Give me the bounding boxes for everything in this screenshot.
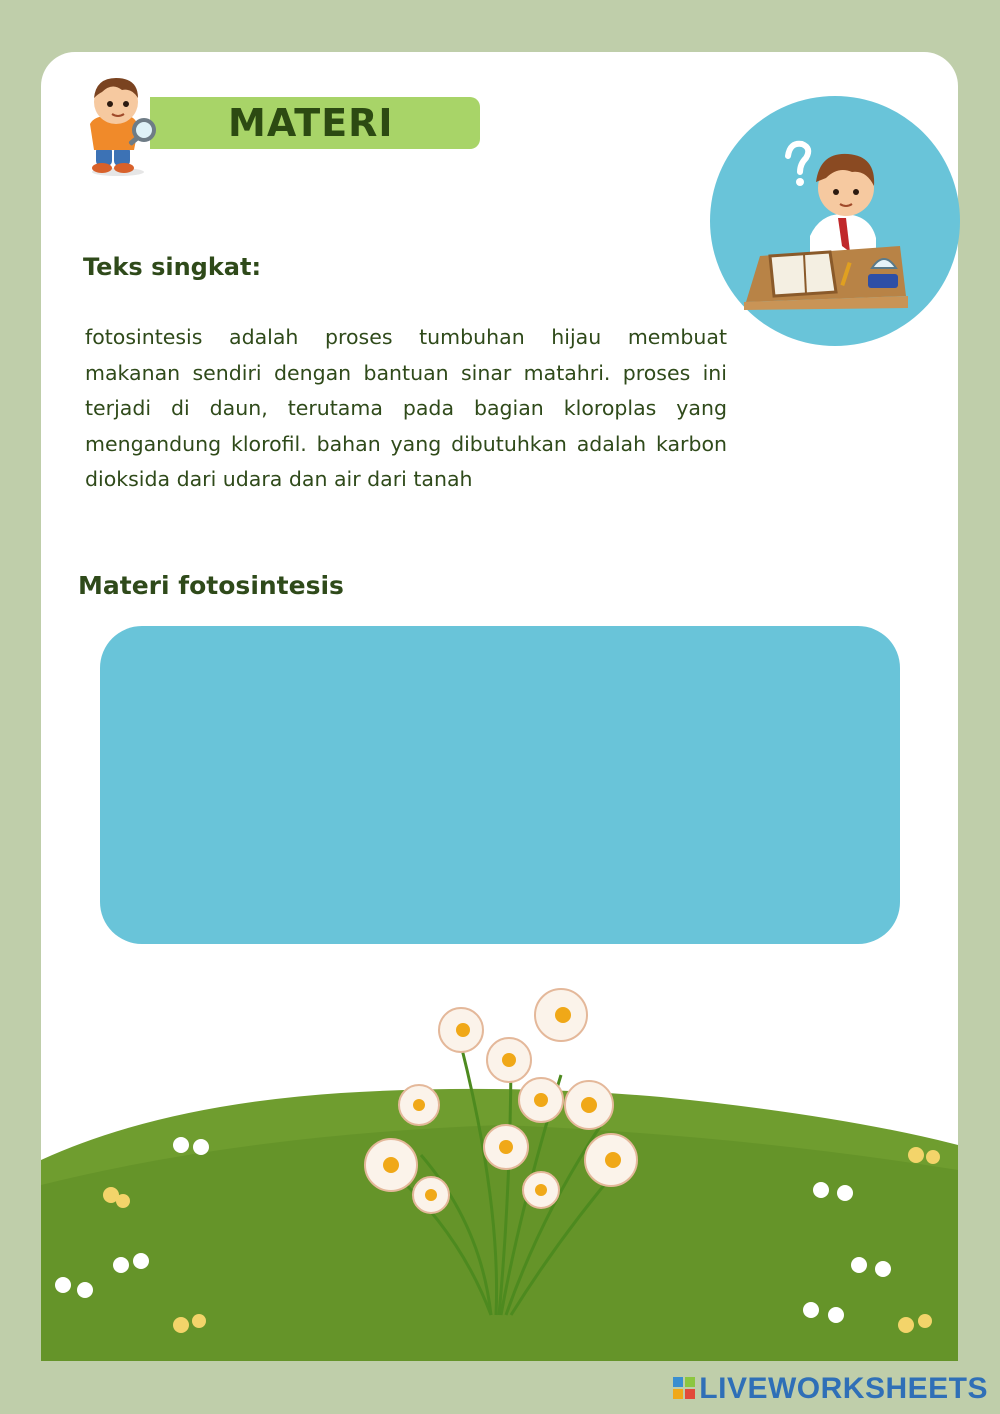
content-box xyxy=(100,626,900,944)
section-heading-materi: Materi fotosintesis xyxy=(78,571,344,600)
liveworksheets-logo xyxy=(673,1372,988,1406)
page-title: MATERI xyxy=(228,101,394,145)
student-thinking-icon xyxy=(710,96,960,346)
boy-magnifier-icon xyxy=(72,68,164,180)
paragraph-teks-singkat: fotosintesis adalah proses tumbuhan hijau membuat makanan sendiri dengan bantuan sinar matahri. proses ini terjadi di daun, terutama pada bagian kloroplas yang mengandung klorofil. bahan yang dibutuhkan adalah karbon dioksida dari udara dan air dari tanah xyxy=(85,325,727,491)
meadow-flowers-icon xyxy=(41,985,958,1361)
section-heading-teks-singkat: Teks singkat: xyxy=(83,253,262,281)
brand-name: LIVEWORKSHEETS xyxy=(699,1372,988,1405)
liveworksheets-logo-icon xyxy=(673,1377,695,1401)
